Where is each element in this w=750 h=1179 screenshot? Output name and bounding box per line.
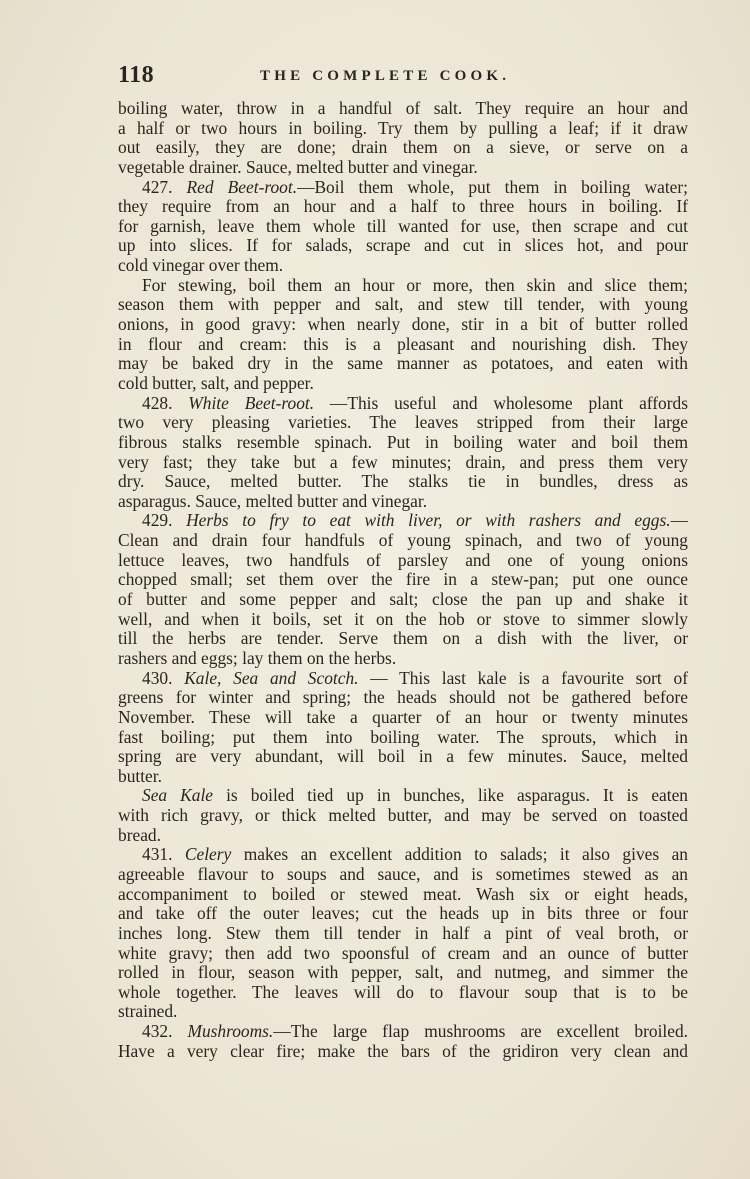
text-line [118, 786, 688, 806]
section-title: Sea Kale [142, 786, 214, 806]
text-line [118, 1022, 688, 1042]
text-line [118, 590, 688, 610]
text-line [118, 99, 688, 119]
line-text: fibrous stalks resemble spinach. Put in boiling water and boil them [118, 432, 688, 452]
text-line [118, 138, 688, 158]
line-text: asparagus. Sauce, melted butter and vinegar. [118, 491, 428, 511]
line-text: — [670, 511, 688, 531]
line-text: greens for winter and spring; the heads should not be gathered before [118, 688, 688, 708]
text-line [118, 295, 688, 315]
body-text [118, 99, 688, 1061]
section-number: 432. [142, 1022, 188, 1042]
text-line [118, 256, 688, 276]
section-title: Herbs to fry to eat with liver, or with rashers and eggs. [186, 511, 671, 531]
text-line [118, 806, 688, 826]
text-line [118, 1042, 688, 1062]
line-text: boiling water, throw in a handful of salt. They require an hour and [118, 99, 688, 118]
text-line [118, 983, 688, 1003]
text-line [118, 728, 688, 748]
text-line [118, 531, 688, 551]
line-text: of butter and some pepper and salt; close the pan up and shake it [118, 590, 688, 610]
line-text: strained. [118, 1002, 178, 1022]
text-line [118, 178, 688, 198]
text-line [118, 747, 688, 767]
text-line [118, 885, 688, 905]
line-text: November. These will take a quarter of an hour or twenty minutes [118, 707, 688, 727]
text-line [118, 197, 688, 217]
section-number: 428. [142, 393, 189, 413]
text-line [118, 767, 688, 787]
text-line [118, 1002, 688, 1022]
text-line [118, 551, 688, 571]
running-title: THE COMPLETE COOK. [260, 68, 511, 84]
text-line [118, 629, 688, 649]
section-title: Kale, Sea and Scotch. [184, 668, 359, 688]
line-text: they require from an hour and a half to three hours in boiling. If [118, 197, 688, 217]
text-line [118, 688, 688, 708]
text-line [118, 158, 688, 178]
line-text: makes an excellent addition to salads; it also gives an [231, 845, 688, 865]
text-line [118, 276, 688, 296]
line-text: —The large flap mushrooms are excellent broiled. [273, 1022, 688, 1042]
line-text: white gravy; then add two spoonsful of cream and an ounce of butter [118, 943, 688, 963]
text-line [118, 413, 688, 433]
line-text: till the herbs are tender. Serve them on a dish with the liver, or [118, 629, 688, 649]
line-text: spring are very abundant, will boil in a few minutes. Sauce, melted [118, 747, 688, 767]
text-line [118, 511, 688, 531]
text-line [118, 845, 688, 865]
line-text: Clean and drain four handfuls of young spinach, and two of young [118, 531, 688, 551]
text-line [118, 119, 688, 139]
line-text: is boiled tied up in bunches, like asparagus. It is eaten [213, 786, 688, 806]
page-header [118, 62, 688, 92]
text-line [118, 708, 688, 728]
section-title: White Beet-root. [188, 393, 315, 413]
text-line [118, 217, 688, 237]
text-line [118, 963, 688, 983]
line-text: a half or two hours in boiling. Try them by pulling a leaf; if it draw [118, 118, 688, 138]
line-text: accompaniment to boiled or stewed meat. Wash six or eight heads, [118, 884, 688, 904]
section-number: 430. [142, 668, 185, 688]
line-text: well, and when it boils, set it on the hob or stove to simmer slowly [118, 609, 688, 629]
text-line [118, 826, 688, 846]
section-number: 429. [142, 511, 187, 531]
line-text: lettuce leaves, two handfuls of parsley and one of young onions [118, 550, 688, 570]
section-title: Red Beet-root. [186, 177, 298, 197]
section-number: 431. [142, 845, 185, 865]
text-line [118, 492, 688, 512]
text-line [118, 335, 688, 355]
line-text: onions, in good gravy: when nearly done, stir in a bit of butter rolled [118, 315, 688, 335]
text-line [118, 472, 688, 492]
text-line [118, 394, 688, 414]
line-text: chopped small; set them over the fire in a stew-pan; put one ounce [118, 570, 688, 590]
line-text: with rich gravy, or thick melted butter, and may be served on toasted [118, 806, 688, 826]
line-text: butter. [118, 766, 162, 786]
line-text: — This last kale is a favourite sort of [358, 668, 688, 688]
line-text: in flour and cream: this is a pleasant and nourishing dish. They [118, 334, 688, 354]
text-line [118, 669, 688, 689]
page-number: 118 [118, 62, 155, 88]
text-line [118, 649, 688, 669]
line-text: vegetable drainer. Sauce, melted butter and vinegar. [118, 157, 478, 177]
line-text: agreeable flavour to soups and sauce, and is sometimes stewed as an [118, 864, 688, 884]
line-text: fast boiling; put them into boiling water. The sprouts, which in [118, 727, 688, 747]
text-line [118, 354, 688, 374]
line-text: and take off the outer leaves; cut the heads up in bits three or four [118, 904, 688, 924]
text-line [118, 453, 688, 473]
text-line [118, 315, 688, 335]
line-text: up into slices. If for salads, scrape and cut in slices hot, and pour [118, 236, 688, 256]
text-line [118, 433, 688, 453]
line-text: dry. Sauce, melted butter. The stalks tie in bundles, dress as [118, 472, 688, 492]
line-text: out easily, they are done; drain them on a sieve, or serve on a [118, 138, 688, 158]
text-line [118, 924, 688, 944]
text-line [118, 570, 688, 590]
line-text: Have a very clear fire; make the bars of the gridiron very clean and [118, 1041, 688, 1061]
line-text: for garnish, leave them whole till wanted for use, then scrape and cut [118, 216, 688, 236]
line-text: cold butter, salt, and pepper. [118, 373, 314, 393]
text-line [118, 374, 688, 394]
line-text: inches long. Stew them till tender in half a pint of veal broth, or [118, 923, 688, 943]
line-text: cold vinegar over them. [118, 256, 284, 276]
line-text: two very pleasing varieties. The leaves stripped from their large [118, 413, 688, 433]
text-line [118, 610, 688, 630]
line-text: —Boil them whole, put them in boiling water; [297, 177, 688, 197]
line-text: rolled in flour, season with pepper, salt, and nutmeg, and simmer the [118, 963, 688, 983]
text-line [118, 236, 688, 256]
section-number: 427. [142, 177, 187, 197]
line-text: bread. [118, 825, 161, 845]
line-text: —This useful and wholesome plant affords [314, 393, 688, 413]
line-text: For stewing, boil them an hour or more, then skin and slice them; [142, 275, 688, 295]
text-line [118, 865, 688, 885]
line-text: very fast; they take but a few minutes; drain, and press them very [118, 452, 688, 472]
line-text: rashers and eggs; lay them on the herbs. [118, 648, 397, 668]
text-line [118, 904, 688, 924]
section-title: Mushrooms. [187, 1022, 274, 1042]
line-text: whole together. The leaves will do to flavour soup that is to be [118, 982, 688, 1002]
line-text: season them with pepper and salt, and stew till tender, with young [118, 295, 688, 315]
text-line [118, 944, 688, 964]
section-title: Celery [184, 845, 232, 865]
line-text: may be baked dry in the same manner as potatoes, and eaten with [118, 354, 688, 374]
